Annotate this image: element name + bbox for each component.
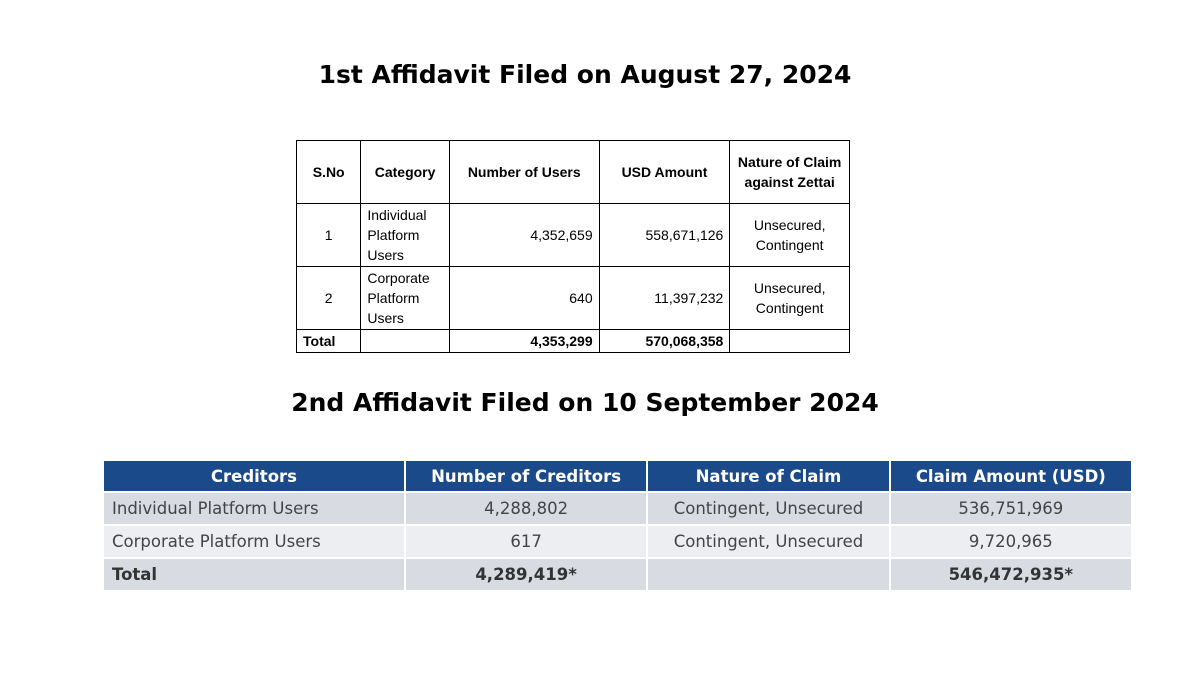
cell-claim-amount: 536,751,969: [890, 492, 1131, 525]
table-total-row: [297, 330, 850, 353]
cell-nature-of-claim: Contingent, Unsecured: [647, 525, 889, 558]
cell-number-of-creditors: 4,288,802: [405, 492, 647, 525]
total-nature: [647, 558, 889, 590]
header-claim-amount: Claim Amount (USD): [890, 461, 1131, 492]
total-label: Total: [104, 558, 405, 590]
cell-usd-amount: 11,397,232: [599, 267, 730, 330]
total-number-of-creditors: 4,289,419*: [405, 558, 647, 590]
cell-nature-of-claim: Unsecured, Contingent: [730, 204, 850, 267]
header-usd-amount: USD Amount: [599, 141, 730, 204]
header-creditors: Creditors: [104, 461, 405, 492]
total-label: Total: [297, 330, 361, 353]
cell-nature-of-claim: Unsecured, Contingent: [730, 267, 850, 330]
table-total-row: [104, 558, 1131, 590]
table-row: [104, 492, 1131, 525]
cell-creditors: Individual Platform Users: [104, 492, 405, 525]
total-usd-amount: 570,068,358: [599, 330, 730, 353]
affidavit-2-table: [104, 461, 1131, 590]
total-nature: [730, 330, 850, 353]
cell-usd-amount: 558,671,126: [599, 204, 730, 267]
table-header-row: [104, 461, 1131, 492]
cell-claim-amount: 9,720,965: [890, 525, 1131, 558]
cell-number-of-users: 4,352,659: [449, 204, 599, 267]
cell-category: Individual Platform Users: [361, 204, 449, 267]
cell-creditors: Corporate Platform Users: [104, 525, 405, 558]
cell-sno: 1: [297, 204, 361, 267]
header-nature-of-claim: Nature of Claim against Zettai: [730, 141, 850, 204]
table-header-row: [297, 141, 850, 204]
cell-number-of-users: 640: [449, 267, 599, 330]
cell-number-of-creditors: 617: [405, 525, 647, 558]
cell-nature-of-claim: Contingent, Unsecured: [647, 492, 889, 525]
cell-category: Corporate Platform Users: [361, 267, 449, 330]
header-sno: S.No: [297, 141, 361, 204]
affidavit-1-table: [296, 140, 850, 353]
cell-sno: 2: [297, 267, 361, 330]
header-number-of-users: Number of Users: [449, 141, 599, 204]
table-row: [297, 267, 850, 330]
header-category: Category: [361, 141, 449, 204]
total-claim-amount: 546,472,935*: [890, 558, 1131, 590]
affidavit-1-heading: 1st Affidavit Filed on August 27, 2024: [318, 60, 852, 89]
table-row: [104, 525, 1131, 558]
total-number-of-users: 4,353,299: [449, 330, 599, 353]
affidavit-2-heading: 2nd Affidavit Filed on 10 September 2024: [291, 388, 879, 417]
header-nature-of-claim: Nature of Claim: [647, 461, 889, 492]
table-row: [297, 204, 850, 267]
total-category: [361, 330, 449, 353]
header-number-of-creditors: Number of Creditors: [405, 461, 647, 492]
